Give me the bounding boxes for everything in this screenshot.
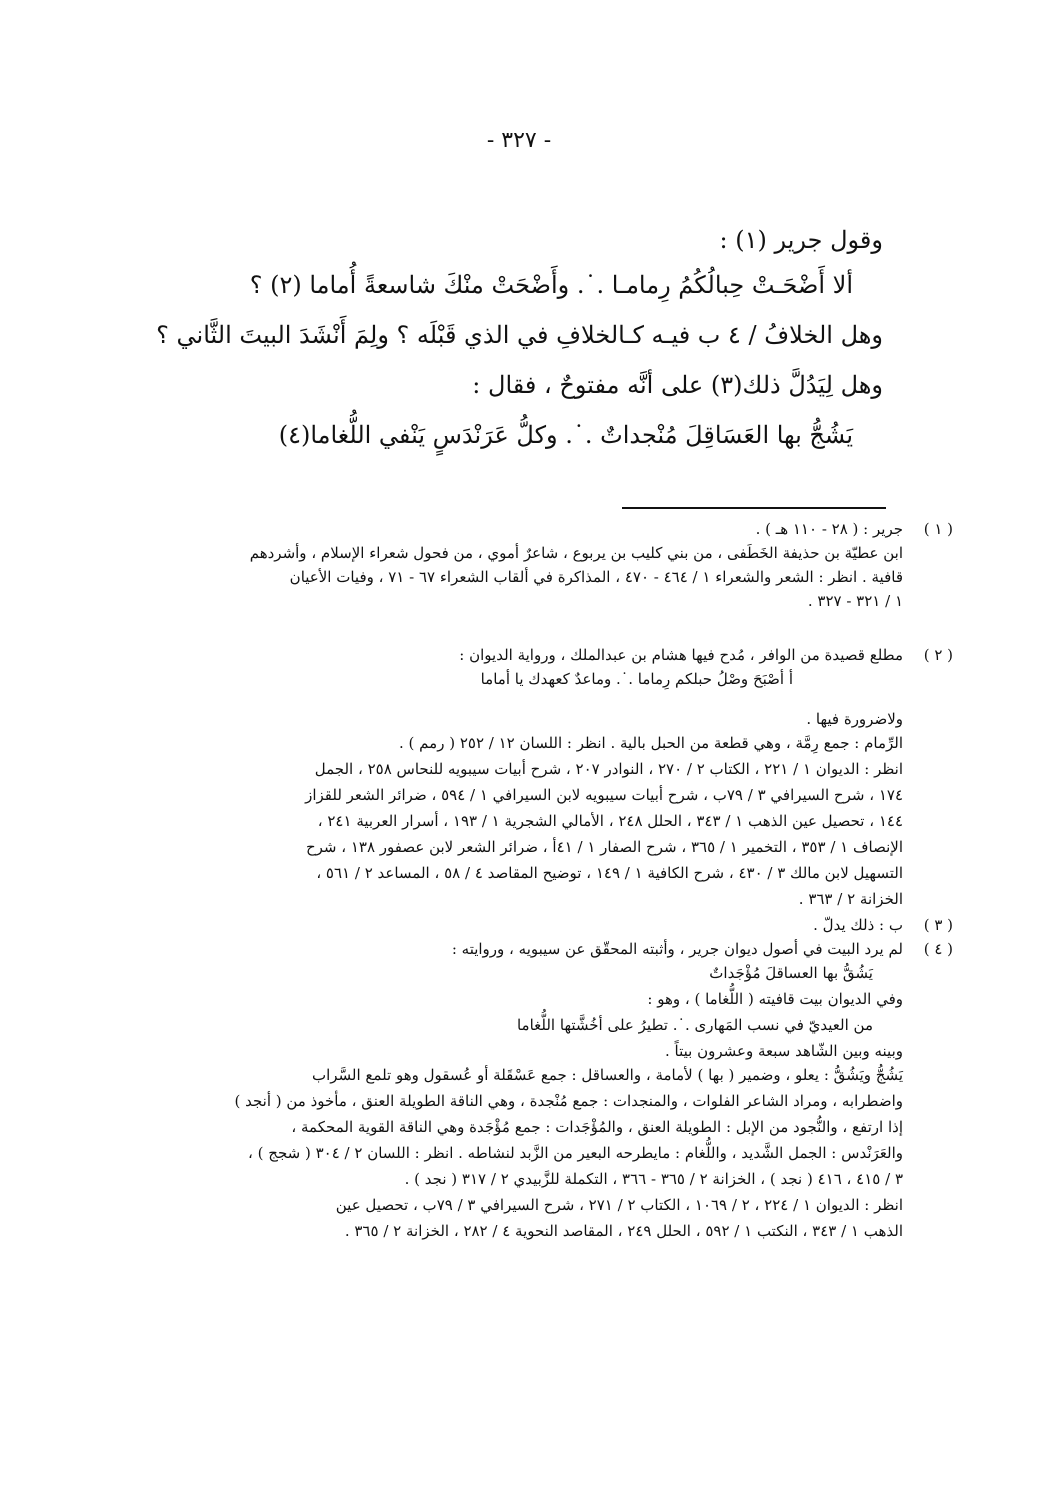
- footnote-line: قافية . انظر : الشعر والشعراء ١ / ٤٦٤ - ٤٧٠ ، المذاكرة في ألقاب الشعراء ٦٧ - ٧١ ، وفيات الأعيان: [289, 568, 903, 586]
- footnote-number: ( ٤ ): [923, 940, 953, 958]
- footnote-line: ١٤٤ ، تحصيل عين الذهب ١ / ٣٤٣ ، الحلل ٢٤٨ ، الأمالي الشجرية ١ / ١٩٣ ، أسرار العربية ٢٤١ ،: [317, 812, 903, 830]
- footnote-separator: [622, 507, 886, 509]
- footnote-line: الخزانة ٢ / ٣٦٣ .: [798, 890, 903, 908]
- footnote-line: لم يرد البيت في أصول ديوان جرير ، وأثبته المحقّق عن سيبويه ، وروايته :: [451, 940, 903, 958]
- main-line: وهل الخلافُ / ٤ ب فيـه كـالخلافِ في الذي قَبْلَه ؟ ولِمَ أَنْشَدَ البيتَ الثَّاني ؟: [156, 321, 883, 349]
- footnote-number: ( ١ ): [923, 520, 953, 538]
- footnote-line: التسهيل لابن مالك ٣ / ٤٣٠ ، شرح الكافية ١ / ١٤٩ ، توضيح المقاصد ٤ / ٥٨ ، المساعد ٢ / ٥٦١ ،: [316, 864, 903, 882]
- footnote-line: ١ / ٣٢١ - ٣٢٧ .: [807, 592, 903, 610]
- footnote-line: ولاضرورة فيها .: [806, 710, 903, 728]
- footnote-line: الذهب ١ / ٣٤٣ ، النكتب ١ / ٥٩٢ ، الحلل ٢٤٩ ، المقاصد النحوية ٤ / ٢٨٢ ، الخزانة ٢ / ٣٦٥ .: [344, 1222, 903, 1240]
- footnote-line: الإنصاف ١ / ٣٥٣ ، التخمير ١ / ٣٦٥ ، شرح الصفار ١ / ٤١أ ، ضرائر الشعر لابن عصفور ١٣٨ ، شرح: [305, 838, 903, 856]
- footnote-line: وفي الديوان بيت قافيته ( اللُّغاما ) ، وهو :: [647, 990, 903, 1008]
- footnote-line: مطلع قصيدة من الوافر ، مُدح فيها هشام بن عبدالملك ، ورواية الديوان :: [459, 646, 903, 664]
- main-line: وهل لِيَدُلَّ ذلك(٣) على أنَّه مفتوحٌ ، فقال :: [472, 371, 883, 399]
- footnote-line: يَشُجُّ ويَشُقُّ : يعلو ، وضمير ( بها ) لأمامة ، والعساقل : جمع عَسْقَلة أو عُسقول وهو تلمع السَّراب: [311, 1066, 903, 1084]
- footnote-line: انظر : الديوان ١ / ٢٢١ ، الكتاب ٢ / ٢٧٠ ، النوادر ٢٠٧ ، شرح أبيات سيبويه للنحاس ٢٥٨ ، الجمل: [314, 760, 903, 778]
- footnote-line: الرِّمام : جمع رِمَّة ، وهي قطعة من الحبل بالية . انظر : اللسان ١٢ / ٢٥٢ ( رمم ) .: [399, 734, 903, 752]
- footnote-line: ١٧٤ ، شرح السيرافي ٣ / ٧٩ب ، شرح أبيات سيبويه لابن السيرافي ١ / ٥٩٤ ، ضرائر الشعر للقزاز: [305, 786, 903, 804]
- page-number: - ٣٢٧ -: [486, 128, 552, 153]
- footnote-line: جرير : ( ٢٨ - ١١٠ هـ ) .: [755, 520, 903, 538]
- footnote-verse: يَشُقُّ بها العساقلَ مُؤْجَداتٌ: [709, 964, 873, 982]
- main-line: وقول جرير (١) :: [719, 226, 883, 254]
- verse-line: يَشُجُّ بها العَسَاقِلَ مُنْجداتٌ .˙. وكلُّ عَرَنْدَسٍ يَنْفي اللُّغاما(٤): [278, 421, 853, 449]
- footnote-number: ( ٢ ): [923, 646, 953, 664]
- footnote-verse: من العيديّ في نسب المَهارى .˙. تطيرُ على أخُشَّتها اللُّغاما: [516, 1016, 873, 1034]
- footnote-verse: أ أصْبَحَ وصْلُ حبلكم رِماما .˙. وماعدٌ كعهدك يا أماما: [480, 670, 793, 688]
- footnote-line: وبينه وبين الشّاهد سبعة وعشرون بيتاً .: [664, 1042, 903, 1060]
- footnote-line: إذا ارتفع ، والنُّجود من الإبل : الطويلة العنق ، والمُؤْجَدات : جمع مُؤْجَدة وهي الناقة القوية المحكمة ،: [291, 1118, 903, 1136]
- footnote-line: واضطرابه ، ومراد الشاعر الفلوات ، والمنجدات : جمع مُنْجدة ، وهي الناقة الطويلة العنق ، مأخوذ من ( أنجد ): [234, 1092, 903, 1110]
- footnote-line: انظر : الديوان ١ / ٢٢٤ ، ٢ / ١٠٦٩ ، الكتاب ٢ / ٢٧١ ، شرح السيرافي ٣ / ٧٩ب ، تحصيل عين: [335, 1196, 903, 1214]
- footnote-line: ابن عطيّة بن حذيفة الخَطَفى ، من بني كليب بن يربوع ، شاعرٌ أموي ، من فحول شعراء الإسلام ، وأشردهم: [249, 544, 903, 562]
- footnote-number: ( ٣ ): [923, 916, 953, 934]
- footnote-line: والعَرَنْدس : الجمل الشَّديد ، واللُّغام : مايطرحه البعير من الزَّبد لنشاطه . انظر : اللسان ٢ / ٣٠٤ ( شجج ) ،: [248, 1144, 903, 1162]
- footnote-line: ب : ذلك يدلّ .: [813, 916, 903, 934]
- footnote-line: ٣ / ٤١٥ ، ٤١٦ ( نجد ) ، الخزانة ٢ / ٣٦٥ - ٣٦٦ ، التكملة للزَّبيدي ٢ / ٣١٧ ( نجد ) .: [404, 1170, 903, 1188]
- verse-line: ألا أَضْحَـتْ حِبالُكُمُ رِمامـا .˙. وأَضْحَتْ منْكَ شاسعةً أُماما (٢) ؟: [249, 271, 853, 299]
